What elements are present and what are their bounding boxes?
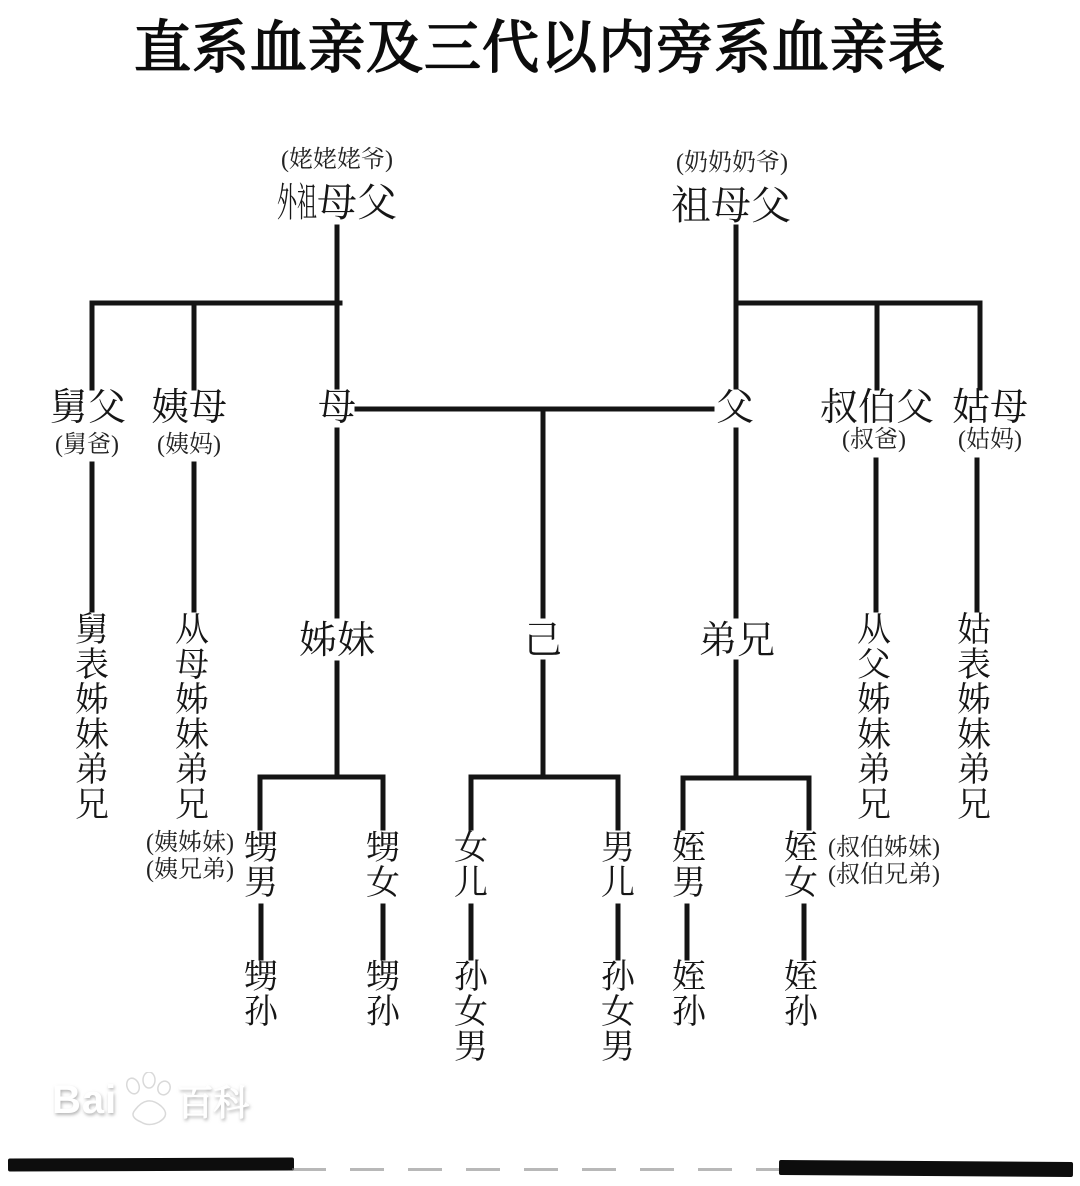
node-maternal-uncle-cousins: 舅表姊妹弟兄 bbox=[75, 612, 109, 824]
node-sororal-grandnephew-left: 甥孙 bbox=[244, 959, 278, 1031]
node-fraternal-grandnephew-right: 姪孙 bbox=[784, 959, 818, 1031]
node-maternal-uncle: 舅父 bbox=[49, 387, 127, 429]
node-fraternal-nephew: 姪男 bbox=[672, 830, 706, 902]
node-daughter: 女儿 bbox=[454, 830, 488, 902]
diagram-title: 直系血亲及三代以内旁系血亲表 bbox=[134, 17, 946, 80]
node-father: 父 bbox=[715, 387, 755, 429]
node-paternal-uncle: 叔伯父 bbox=[819, 387, 935, 429]
node-self: 己 bbox=[523, 620, 563, 662]
node-sisters: 姊妹 bbox=[298, 620, 376, 662]
maternal-uncle-note: (舅爸) bbox=[55, 432, 119, 458]
paternal-grandparents-note: (奶奶奶爷) bbox=[676, 150, 788, 176]
maternal-grandparents-note: (姥姥姥爷) bbox=[281, 147, 393, 173]
watermark-cjk-text: 百科 bbox=[177, 1081, 250, 1123]
paternal-uncle-cousins-note-2: (叔伯兄弟) bbox=[828, 862, 940, 888]
maternal-aunt-cousins-note-2: (姨兄弟) bbox=[146, 857, 234, 883]
node-fraternal-niece: 姪女 bbox=[784, 830, 818, 902]
paternal-aunt-note: (姑妈) bbox=[958, 427, 1022, 453]
node-maternal-aunt-cousins: 从母姊妹弟兄 bbox=[175, 612, 209, 824]
paternal-uncle-cousins-note-1: (叔伯姊妹) bbox=[828, 835, 940, 861]
bottom-scan-bar-left bbox=[8, 1158, 294, 1172]
node-paternal-aunt: 姑母 bbox=[951, 387, 1029, 429]
maternal-grandparents-text: 母父 bbox=[317, 180, 397, 225]
node-fraternal-grandnephew-left: 姪孙 bbox=[672, 959, 706, 1031]
node-maternal-grandparents bbox=[277, 181, 397, 224]
node-maternal-aunt: 姨母 bbox=[150, 387, 228, 429]
maternal-aunt-cousins-note-1: (姨姊妹) bbox=[146, 830, 234, 856]
node-mother: 母 bbox=[317, 387, 357, 429]
maternal-aunt-note: (姨妈) bbox=[157, 432, 221, 458]
node-brothers: 弟兄 bbox=[698, 620, 776, 662]
watermark-latin-text: Bai bbox=[52, 1077, 118, 1122]
node-sororal-grandnephew-right: 甥孙 bbox=[366, 959, 400, 1031]
baidu-paw-icon bbox=[119, 1072, 175, 1128]
node-paternal-uncle-cousins: 从父姊妹弟兄 bbox=[857, 612, 891, 824]
bottom-scan-bar-right bbox=[779, 1160, 1073, 1177]
bottom-scan-thin-line bbox=[292, 1168, 782, 1171]
baidu-baike-watermark bbox=[52, 1070, 249, 1130]
node-paternal-grandparents: 祖母父 bbox=[671, 183, 791, 228]
node-grandchildren-left: 孙女男 bbox=[454, 959, 488, 1066]
maternal-grandparents-compressed-text: 外祖 bbox=[277, 180, 317, 225]
node-sororal-nephew: 甥男 bbox=[244, 830, 278, 902]
node-paternal-aunt-cousins: 姑表姊妹弟兄 bbox=[957, 612, 991, 824]
node-son: 男儿 bbox=[601, 830, 635, 902]
paternal-uncle-note: (叔爸) bbox=[842, 427, 906, 453]
node-grandchildren-right: 孙女男 bbox=[601, 959, 635, 1066]
node-sororal-niece: 甥女 bbox=[366, 830, 400, 902]
